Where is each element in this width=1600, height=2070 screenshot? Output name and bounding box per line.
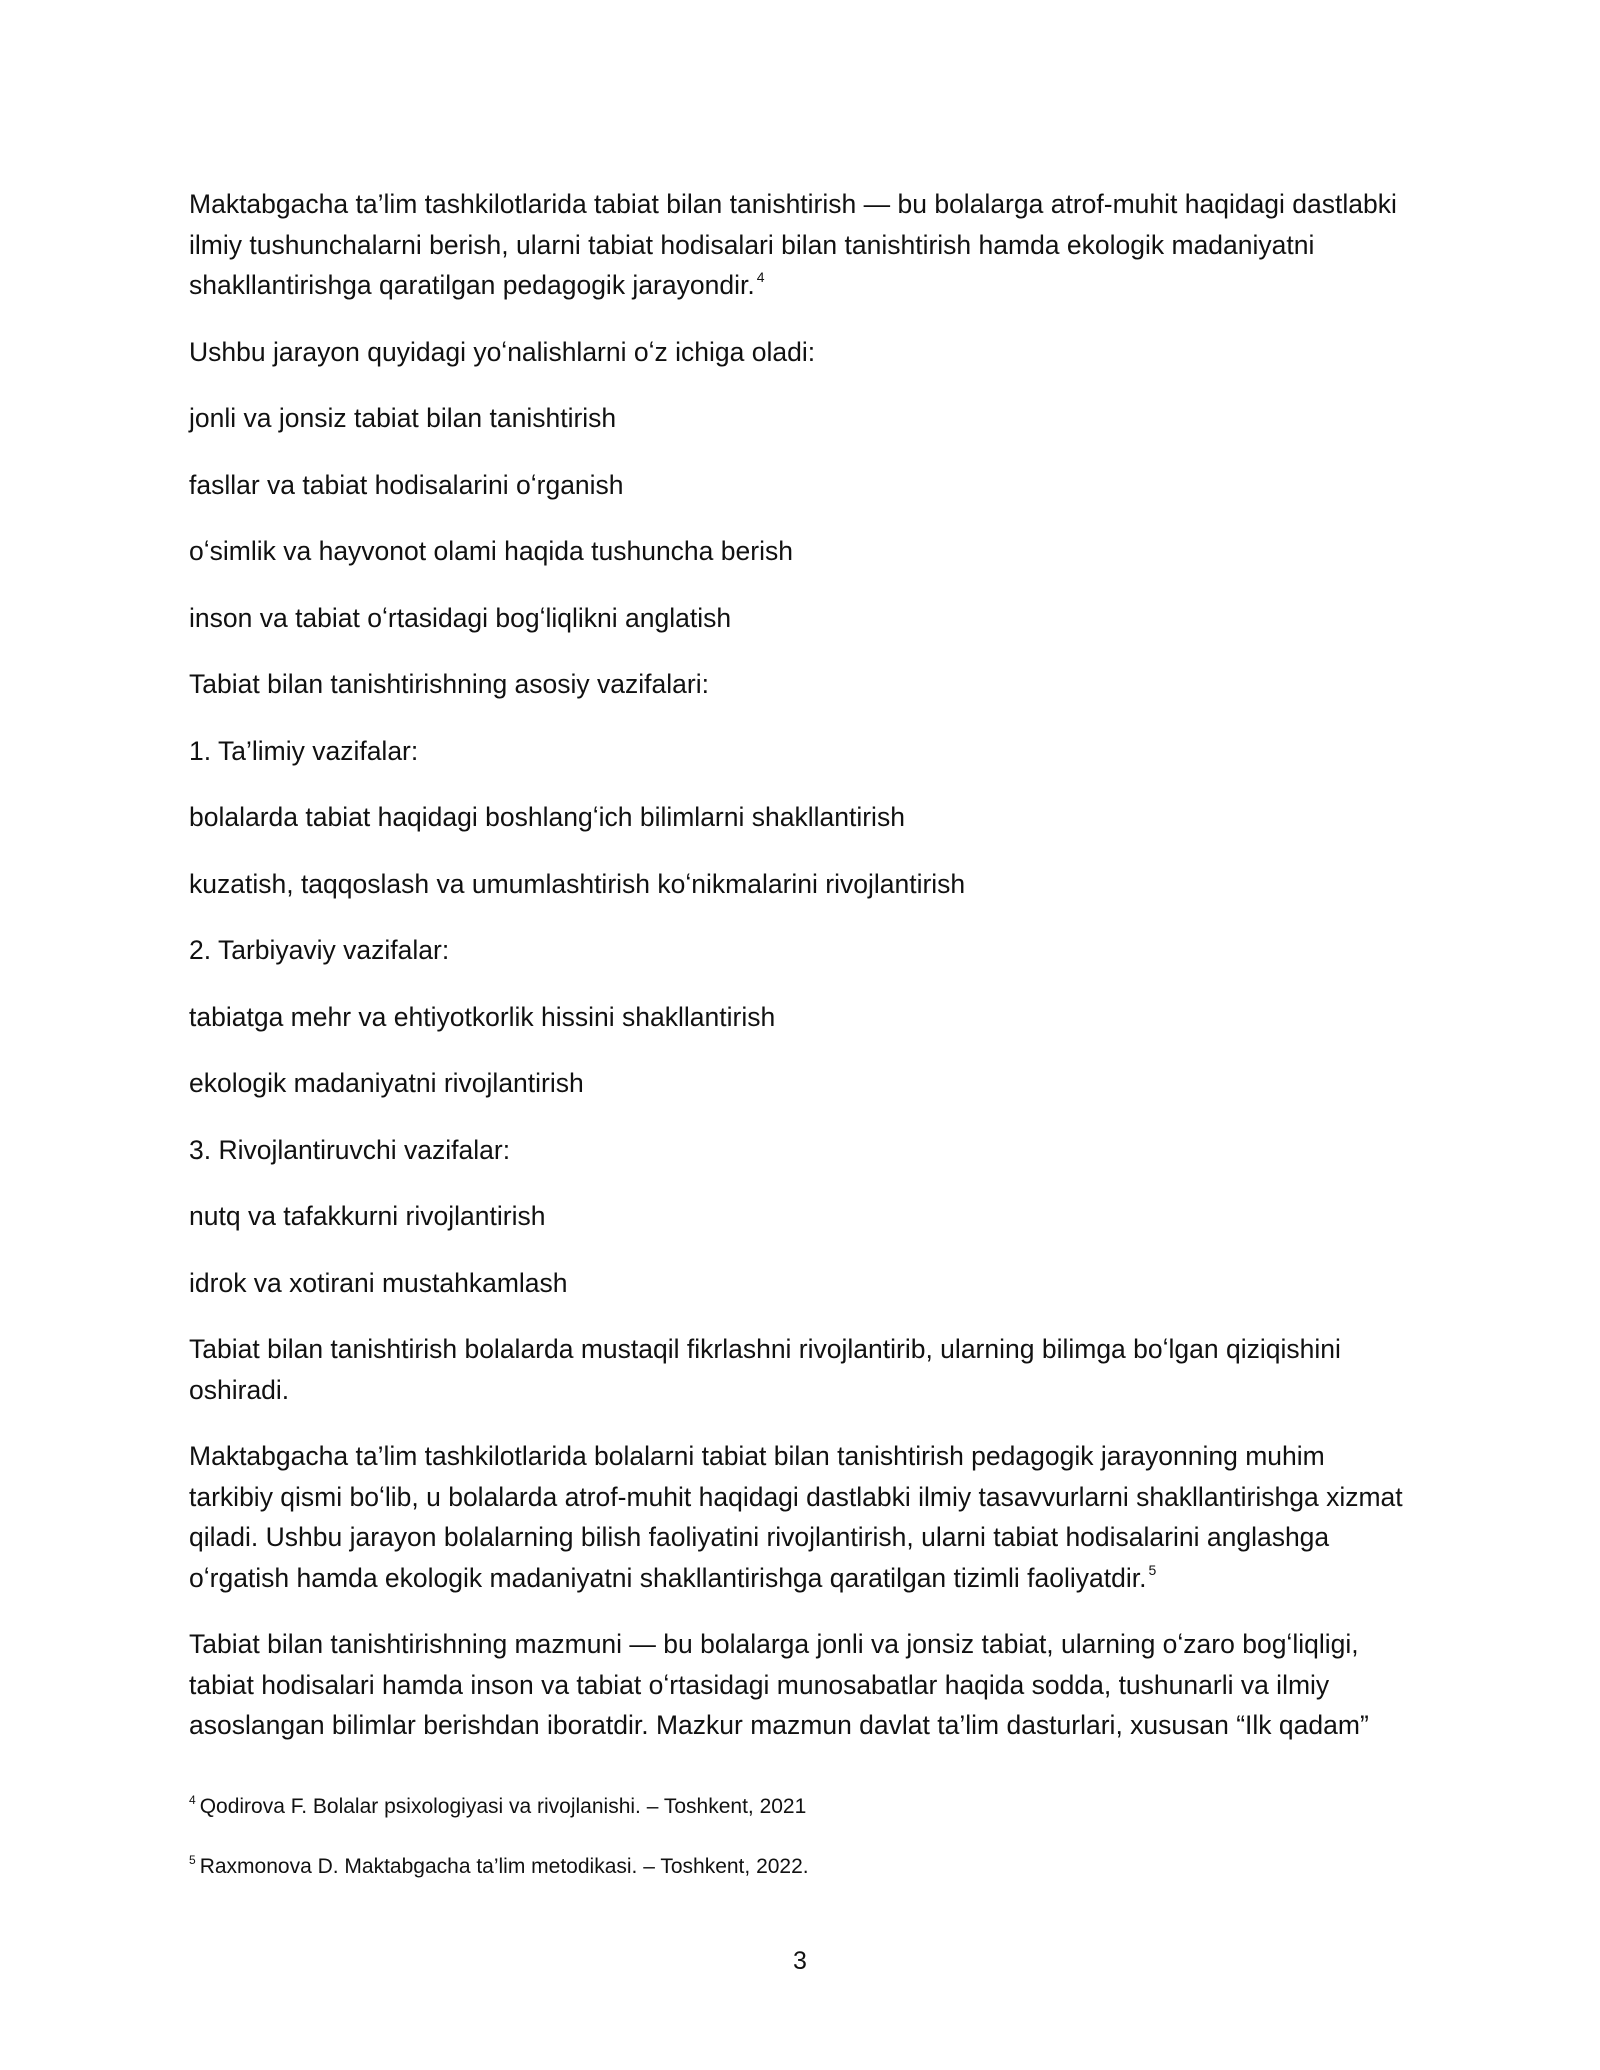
footnote-mark: 5 [189, 1853, 196, 1867]
paragraph: Ushbu jarayon quyidagi yoʻnalishlarni oʻz ichiga oladi: [189, 336, 816, 367]
footnote-ref[interactable]: 5 [1148, 1561, 1157, 1578]
section-heading: 3. Rivojlantiruvchi vazifalar: [189, 1134, 511, 1165]
footnote: $^4$ Qodirova F. Bolalar psixologiyasi va rivojlanishi. – Toshkent, 2021 [189, 1793, 807, 1818]
footnote-ref[interactable]: 4 [756, 269, 765, 285]
list-item: fasllar va tabiat hodisalarini oʻrganish [189, 469, 624, 500]
paragraph: Maktabgacha ta’lim tashkilotlarida tabiat bilan tanishtirish — bu bolalarga atrof-muhit haqidagi dastlabki ilmiy tushunchalarni berish, ularni tabiat hodisalari bilan tanishtirish hamda ekologik madaniyatni shakllantirishga qaratilgan pedagogik jarayondir. $^4$ [189, 189, 1397, 300]
list-item: jonli va jonsiz tabiat bilan tanishtirish [189, 403, 617, 433]
list-item: bolalarda tabiat haqidagi boshlangʻich bilimlarni shakllantirish [189, 802, 905, 832]
footnotes [189, 1792, 1409, 1912]
footnote-mark: 4 [189, 1793, 196, 1807]
list-item: oʻsimlik va hayvonot olami haqida tushuncha berish [189, 536, 793, 566]
list-item: ekologik madaniyatni rivojlantirish [189, 1068, 584, 1098]
paragraph: Tabiat bilan tanishtirishning asosiy vazifalari: [189, 669, 709, 699]
list-item: kuzatish, taqqoslash va umumlashtirish koʻnikmalarini rivojlantirish [189, 868, 966, 899]
paragraph: Tabiat bilan tanishtirish bolalarda mustaqil fikrlashni rivojlantirib, ularning bilimga boʻlgan qiziqishini oshiradi. [189, 1334, 1341, 1405]
list-item: inson va tabiat oʻrtasidagi bogʻliqlikni anglatish [189, 602, 732, 633]
list-item: nutq va tafakkurni rivojlantirish [189, 1201, 546, 1231]
footnote: $^5$ Raxmonova D. Maktabgacha ta’lim metodikasi. – Toshkent, 2022. [189, 1853, 809, 1878]
list-item: tabiatga mehr va ehtiyotkorlik hissini shakllantirish [189, 1001, 776, 1032]
section-heading: 2. Tarbiyaviy vazifalar: [189, 935, 450, 965]
paragraph: Tabiat bilan tanishtirishning mazmuni — bu bolalarga jonli va jonsiz tabiat, ularning oʻzaro bogʻliqligi, tabiat hodisalari hamda inson va tabiat oʻrtasidagi munosabatlar haqida sodda, tushunarli va ilmiy asoslangan bilimlar berishdan iboratdir. Mazkur mazmun davlat ta’lim dasturlari, xususan “Ilk qadam” [189, 1629, 1369, 1740]
list-item: idrok va xotirani mustahkamlash [189, 1267, 568, 1298]
body-text [189, 184, 1409, 1772]
paragraph: Maktabgacha ta’lim tashkilotlarida bolalarni tabiat bilan tanishtirish pedagogik jarayonning muhim tarkibiy qismi boʻlib, u bolalarda atrof-muhit haqidagi dastlabki ilmiy tasavvurlarni shakllantirishga xizmat qiladi. Ushbu jarayon bolalarning bilish faoliyatini rivojlantirish, ularni tabiat hodisalarini anglashga oʻrgatish hamda ekologik madaniyatni shakllantirishga qaratilgan tizimli faoliyatdir. $^5$ [189, 1441, 1403, 1593]
page-number: 3 [793, 1947, 807, 1975]
section-heading: 1. Ta’limiy vazifalar: [189, 735, 419, 766]
